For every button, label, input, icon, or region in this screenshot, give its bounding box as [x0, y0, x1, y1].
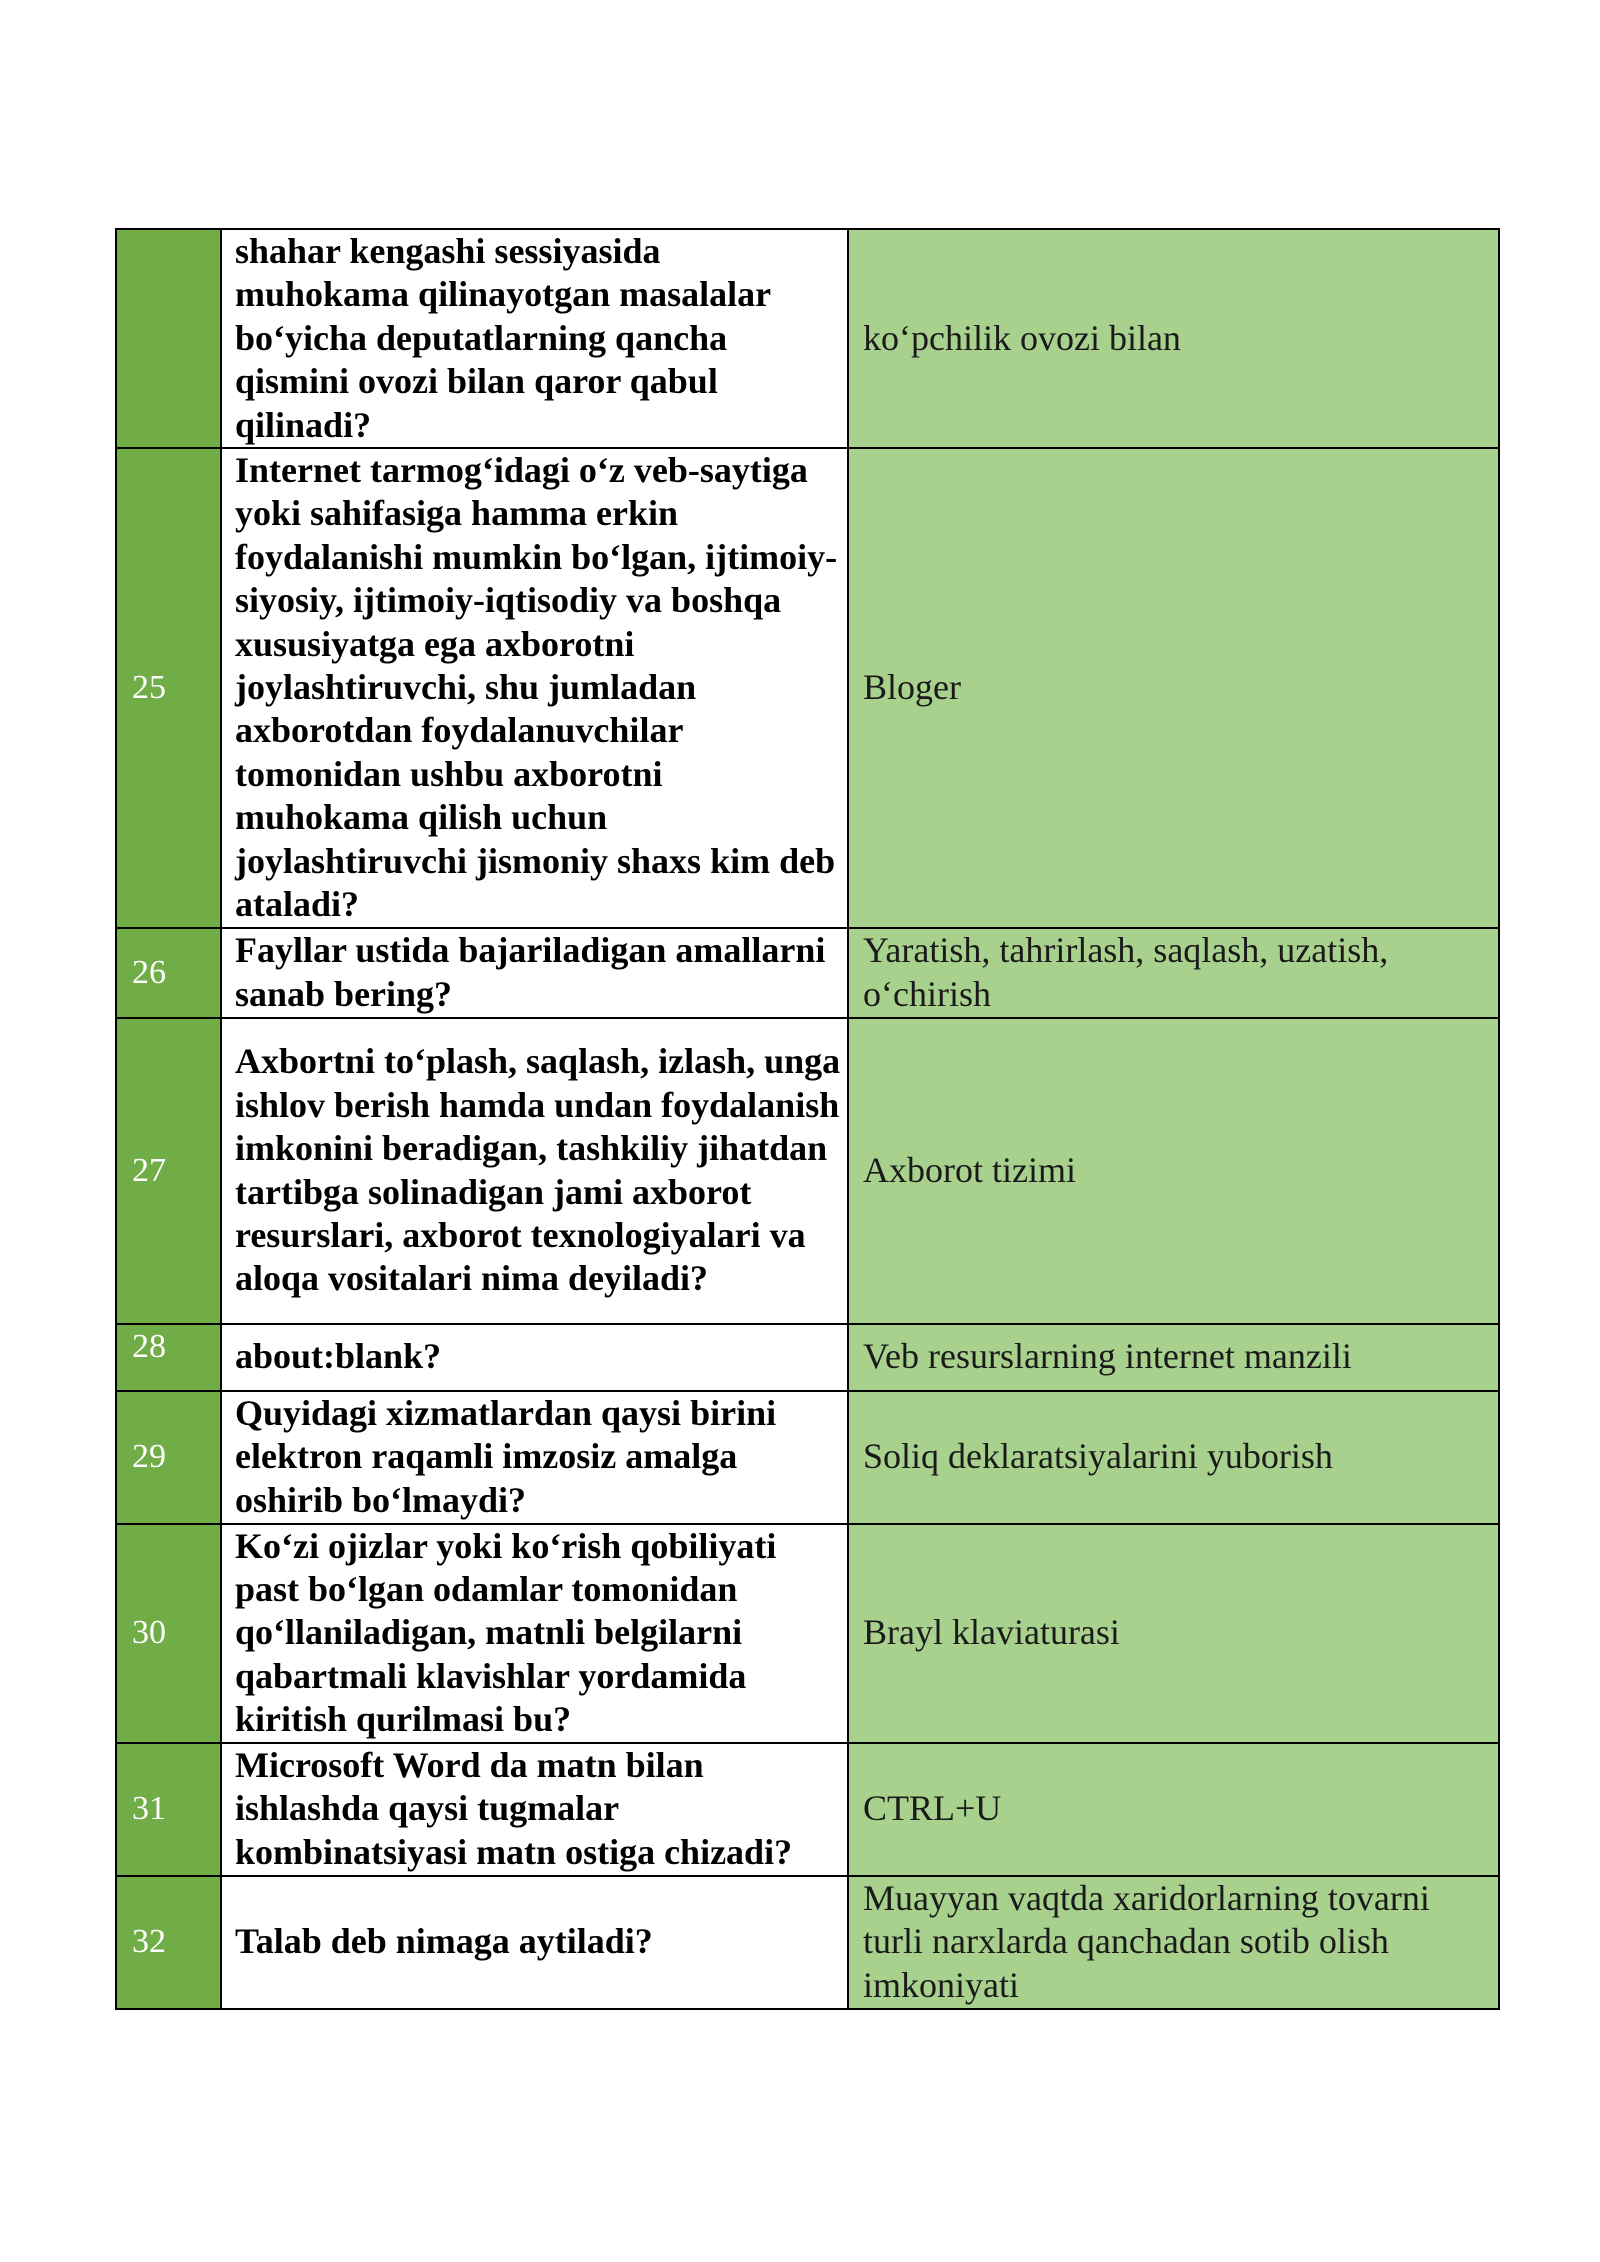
- answer-text: Brayl klaviaturasi: [848, 1524, 1499, 1743]
- question-text: Axbortni to‘plash, saqlash, izlash, unga ishlov berish hamda undan foydalanish imkonini beradigan, tashkiliy jihatdan tartibga solinadigan jami axborot resurslari, axborot texnologiyalari va aloqa vositalari nima deyiladi?: [221, 1018, 848, 1324]
- answer-text: Veb resurslarning internet manzili: [848, 1324, 1499, 1391]
- answer-text: ko‘pchilik ovozi bilan: [848, 229, 1499, 448]
- row-number: 25: [116, 448, 221, 927]
- row-number: 32: [116, 1876, 221, 2009]
- table-row: [116, 1876, 1499, 2009]
- answer-text: Bloger: [848, 448, 1499, 927]
- answer-text: Yaratish, tahrirlash, saqlash, uzatish, o‘chirish: [848, 928, 1499, 1018]
- answer-text: CTRL+U: [848, 1743, 1499, 1876]
- table-row: [116, 229, 1499, 448]
- row-number: 28: [116, 1324, 221, 1391]
- table-row: [116, 1324, 1499, 1391]
- answer-text: Muayyan vaqtda xaridorlarning tovarni turli narxlarda qanchadan sotib olish imkoniyati: [848, 1876, 1499, 2009]
- question-text: Microsoft Word da matn bilan ishlashda qaysi tugmalar kombinatsiyasi matn ostiga chizadi?: [221, 1743, 848, 1876]
- answer-text: Soliq deklaratsiyalarini yuborish: [848, 1391, 1499, 1524]
- row-number: 27: [116, 1018, 221, 1324]
- question-text: Internet tarmog‘idagi o‘z veb-saytiga yoki sahifasiga hamma erkin foydalanishi mumkin bo‘lgan, ijtimoiy-siyosiy, ijtimoiy-iqtisodiy va boshqa xususiyatga ega axborotni joylashtiruvchi, shu jumladan axborotdan foydalanuvchilar tomonidan ushbu axborotni muhokama qilish uchun joylashtiruvchi jismoniy shaxs kim deb ataladi?: [221, 448, 848, 927]
- table-row: [116, 1018, 1499, 1324]
- table-row: [116, 1524, 1499, 1743]
- question-text: Fayllar ustida bajariladigan amallarni sanab bering?: [221, 928, 848, 1018]
- table-row: [116, 1743, 1499, 1876]
- question-text: Talab deb nimaga aytiladi?: [221, 1876, 848, 2009]
- table-row: [116, 928, 1499, 1018]
- row-number: 26: [116, 928, 221, 1018]
- question-text: Ko‘zi ojizlar yoki ko‘rish qobiliyati past bo‘lgan odamlar tomonidan qo‘llaniladigan, matnli belgilarni qabartmali klavishlar yordamida kiritish qurilmasi bu?: [221, 1524, 848, 1743]
- row-number: 31: [116, 1743, 221, 1876]
- answer-text: Axborot tizimi: [848, 1018, 1499, 1324]
- question-text: about:blank?: [221, 1324, 848, 1391]
- question-text: shahar kengashi sessiyasida muhokama qilinayotgan masalalar bo‘yicha deputatlarning qancha qismini ovozi bilan qaror qabul qilinadi?: [221, 229, 848, 448]
- qa-table-body: [116, 229, 1499, 2009]
- table-row: [116, 1391, 1499, 1524]
- row-number: 29: [116, 1391, 221, 1524]
- table-row: [116, 448, 1499, 927]
- row-number: 30: [116, 1524, 221, 1743]
- qa-table: [115, 228, 1500, 2010]
- question-text: Quyidagi xizmatlardan qaysi birini elektron raqamli imzosiz amalga oshirib bo‘lmaydi?: [221, 1391, 848, 1524]
- row-number: [116, 229, 221, 448]
